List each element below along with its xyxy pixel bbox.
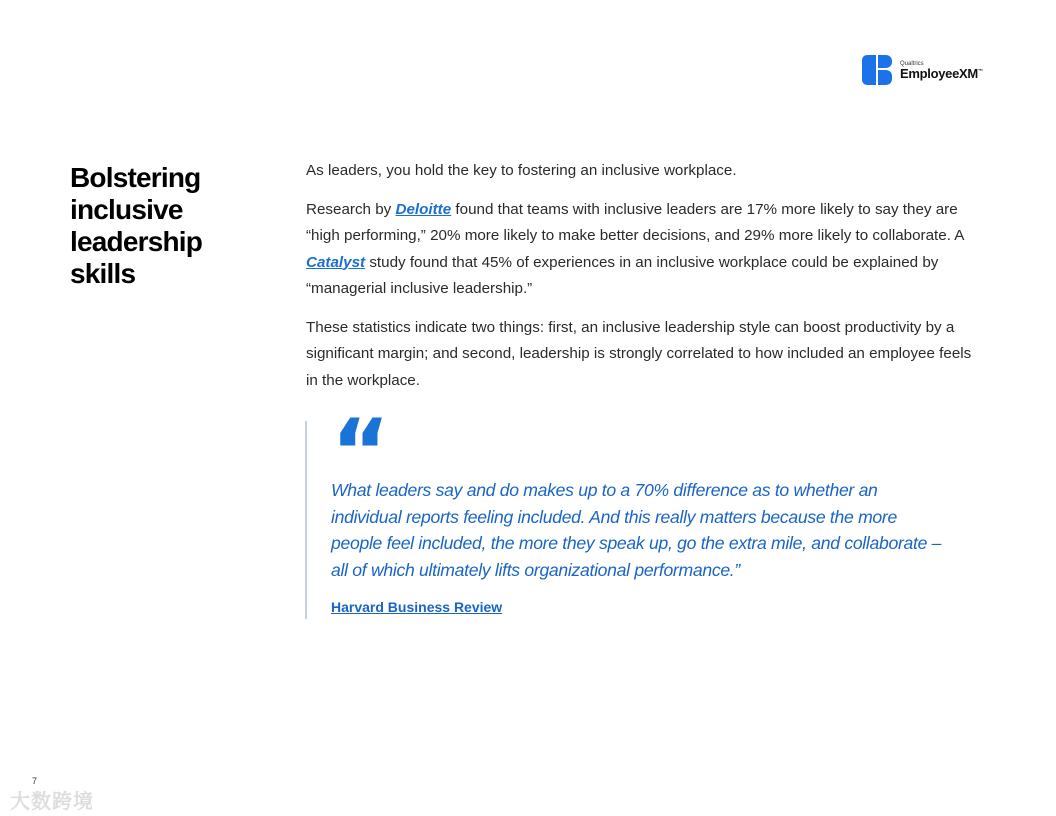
paragraph-2 (306, 197, 986, 303)
paragraph-1: As leaders, you hold the key to fostering an inclusive workplace. (306, 162, 737, 179)
body-text (306, 158, 986, 406)
text: Research by (306, 200, 396, 218)
qualtrics-employeexm-logo (862, 55, 983, 85)
deloitte-link[interactable]: Deloitte (395, 200, 452, 218)
logo-mark-icon (862, 55, 892, 85)
paragraph-3: These statistics indicate two things: first, an inclusive leadership style can boost productivity by a significant margin; and second, leadership is strongly correlated to how included an employee feels in the workplace. (306, 318, 972, 389)
quote-mark-icon: “ (331, 400, 385, 505)
pull-quote (305, 400, 951, 619)
trademark: ™ (977, 68, 983, 75)
watermark: 大数跨境 (10, 791, 94, 813)
section-title: Bolstering inclusive leadership skills (70, 162, 203, 289)
page-number: 7 (32, 776, 38, 786)
quote-text: What leaders say and do makes up to a 70% difference as to whether an individual reports feeling included. And this really matters because the more people feel included, the more they speak up, go the extra mile, and collaborate – all of which ultimately lifts organizational performance.” (331, 480, 942, 580)
logo-product: EmployeeXM (900, 65, 978, 81)
quote-source-link[interactable]: Harvard Business Review (331, 599, 503, 615)
text: study found that 45% of experiences in an inclusive workplace could be explained by “managerial inclusive leadership.” (306, 253, 939, 297)
catalyst-link[interactable]: Catalyst (306, 253, 366, 271)
text: found that teams with inclusive leaders are 17% more likely to say they are “high performing,” 20% more likely to make better decisions, and 29% more likely to collaborate. A (306, 200, 964, 244)
logo-brand: Qualtrics (900, 60, 924, 67)
